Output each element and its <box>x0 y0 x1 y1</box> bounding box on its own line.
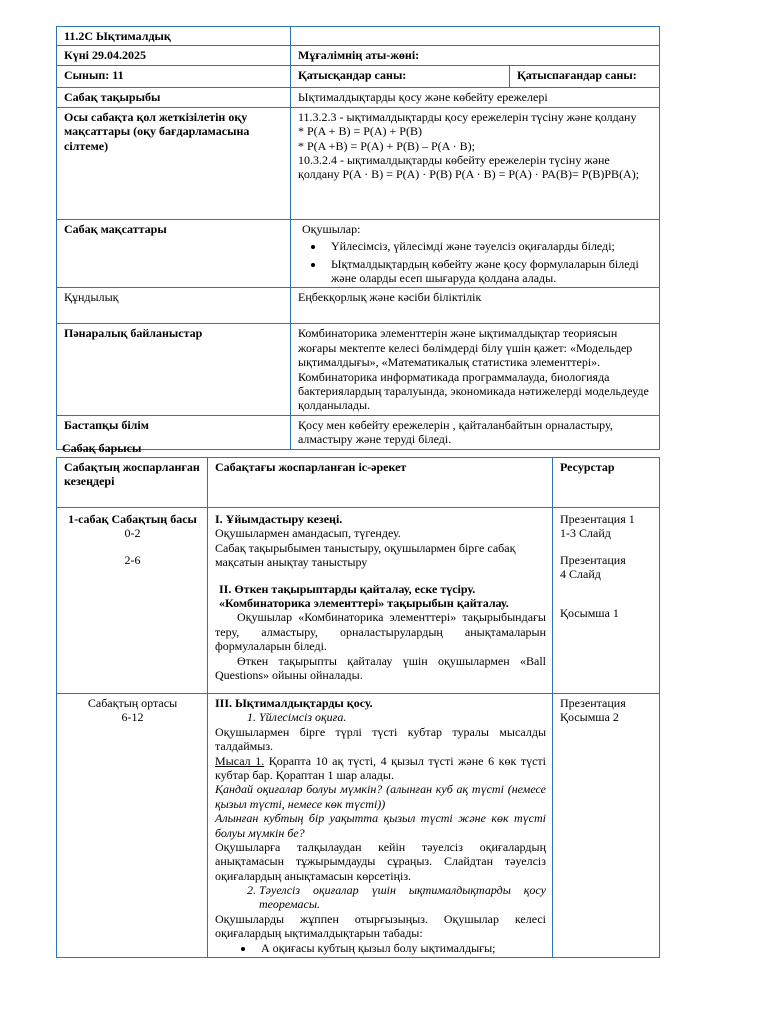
objective-item: • Ықтмалдықтардың көбейту және қосу формулаларын біледі және оларды есеп шығаруда қолдана алады. <box>325 257 653 286</box>
absent-count-cell: Қатыспағандар саны: <box>510 65 660 87</box>
resource-item: 1-3 Слайд <box>560 526 611 541</box>
section-title: III. Ықтималдықтарды қосу. <box>215 696 373 710</box>
resources-cell <box>553 508 660 694</box>
stage-header: Сабақтың жоспарланғанкезеңдері <box>57 458 208 508</box>
objective-item: • Үйлесімсіз, үйлесімді және тәуелсіз оқиғаларды біледі; <box>325 239 653 253</box>
lesson-progress-title: Сабақ барысы <box>62 441 142 455</box>
question-text: Қандай оқиғалар болуы мүмкін? (алынған куб ақ түсті (немесе қызыл түсті, немесе көк түсті)) <box>215 782 546 811</box>
resource-item: Презентация 1 <box>560 512 635 526</box>
time-range: 2-6 <box>124 552 141 567</box>
stage-cell <box>57 694 208 958</box>
teacher-name-cell: Мұғалімнің аты-жөні: <box>291 46 660 65</box>
stage-title: Сабақтың ортасы <box>87 696 178 710</box>
resource-item: Қосымша 2 <box>560 710 619 725</box>
objectives-list <box>298 239 653 285</box>
goals-value <box>291 107 660 219</box>
resource-item: Презентация <box>560 696 626 710</box>
activity-cell <box>208 694 553 958</box>
resources-header: Ресурстар <box>553 458 660 508</box>
goals-label: Осы сабақта қол жеткізілетін оқу мақсаттары (оқу бағдарламасына сілтеме) <box>57 107 291 219</box>
objectives-value <box>291 219 660 288</box>
prior-knowledge-label: Бастапқы білім <box>57 415 291 449</box>
values-label: Құндылық <box>57 288 291 324</box>
resources-cell <box>553 694 660 958</box>
goal-line: 10.3.2.4 - ықтималдықтарды көбейту ережелерін түсіну және қолдану P(A · B) = P(A) · P(B) P(A · B) = P(A) · PA(B)= P(B)PB(A); <box>298 152 640 182</box>
section-title: I. Ұйымдастыру кезеңі. <box>215 512 343 526</box>
lesson-info-table <box>56 26 660 450</box>
bullet-list <box>215 941 546 955</box>
lesson-plan-table <box>56 457 660 958</box>
list-item: 2. Тәуелсіз оқиғалар үшін ықтималдықтарды қосу теоремасы. <box>259 883 546 912</box>
numbered-list <box>215 710 546 724</box>
question-text: Алынған кубтың бір уақытта қызыл түсті және көк түсті болуы мүмкін бе? <box>215 811 546 840</box>
resource-item: 4 Слайд <box>560 567 601 582</box>
interdisciplinary-label: Пәнаралық байланыстар <box>57 324 291 415</box>
objectives-label: Сабақ мақсаттары <box>57 219 291 288</box>
activity-text: Оқушылар «Комбинаторика элементтері» тақырыбындағы теру, алмастыру, орналастырулардың анықтамаларын формулаларын біледі. <box>215 610 546 654</box>
time-range: 0-2 <box>124 526 141 541</box>
activity-text: Оқушыларды жұппен отырғызыңыз. Оқушылар келесі оқиғалардың ықтималдықтарын табады: <box>215 911 546 941</box>
goal-line: * P(A +B) = P(A) + P(B) – P(A · B); <box>298 138 475 153</box>
goal-line: 11.3.2.3 - ықтималдықтарды қосу ережелерін түсіну және қолдану <box>298 109 637 124</box>
date-cell: Күні 29.04.2025 <box>57 46 291 65</box>
activity-cell <box>208 508 553 694</box>
present-count-cell: Қатысқандар саны: <box>291 65 510 87</box>
stage-title: 1-сабақ Сабақтың басы <box>68 512 197 526</box>
activity-header: Сабақтағы жоспарланған іс-әрекет <box>208 458 553 508</box>
prior-knowledge-value: Қосу мен көбейту ережелерін , қайталанбайтын орналастыру, алмастыру және теруді біледі. <box>291 415 660 449</box>
stage-cell <box>57 508 208 694</box>
activity-text: Оқушылармен амандасып, түгендеу. <box>215 526 401 541</box>
time-range: 6-12 <box>121 710 144 725</box>
topic-label: Сабақ тақырыбы <box>57 87 291 107</box>
class-cell: Сынып: 11 <box>57 65 291 87</box>
topic-value: Ықтималдықтарды қосу және көбейту ережелері <box>291 87 660 107</box>
values-value: Еңбекқорлық және кәсіби біліктілік <box>291 288 660 324</box>
resource-item: Қосымша 1 <box>560 605 619 620</box>
activity-text: Өткен тақырыпты қайталау үшін оқушылармен «Ball Questions» ойыны ойналады. <box>215 653 546 682</box>
empty-cell <box>291 27 660 46</box>
numbered-list <box>215 883 546 912</box>
activity-text: Оқушылармен бірге түрлі түсті кубтар туралы мысалды талдаймыз. <box>215 724 546 754</box>
example-label: Мысал 1. <box>215 753 265 768</box>
interdisciplinary-value: Комбинаторика элементтерін және ықтималдықтар теориясын жоғары мектепте келесі бөлімдерді білу үшін қажет: «Модельдер ықтималдығы», «Математикалық статистика элементтері». Комбинаторика информатикада программалауда, биологияда бактериялардың таралуында, экономикада нәтижелерді модельдеуде қолданылады. <box>291 324 660 415</box>
example-text <box>215 754 546 783</box>
goal-line: * P(A + B) = P(A) + P(B) <box>298 124 422 139</box>
resource-item: Презентация <box>560 552 626 567</box>
objectives-intro: Оқушылар: <box>302 221 361 236</box>
section-title: II. Өткен тақырыптарды қайталау, еске түсіру. «Комбинаторика элементтері» тақырыбын қайталау. <box>219 581 509 610</box>
activity-text: Оқушыларға талқылаудан кейін тәуелсіз оқиғалардың анықтамасын тұжырымдауды сұраңыз. Слайдтан тәуелсіз оқиғалардың анықтамасын көрсетіңіз. <box>215 839 546 883</box>
activity-text: Сабақ тақырыбымен таныстыру, оқушылармен бірге сабақ мақсатын анықтау таныстыру <box>215 540 516 570</box>
list-item: • А оқиғасы кубтың қызыл болу ықтималдығы; <box>255 941 546 955</box>
subject-cell: 11.2С Ықтималдық <box>57 27 291 46</box>
list-item: 1. Үйлесімсіз оқиға. <box>259 710 546 724</box>
example-body: Қорапта 10 ақ түсті, 4 қызыл түсті және 6 көк түсті кубтар бар. Қораптан 1 шар алады. <box>215 753 546 782</box>
